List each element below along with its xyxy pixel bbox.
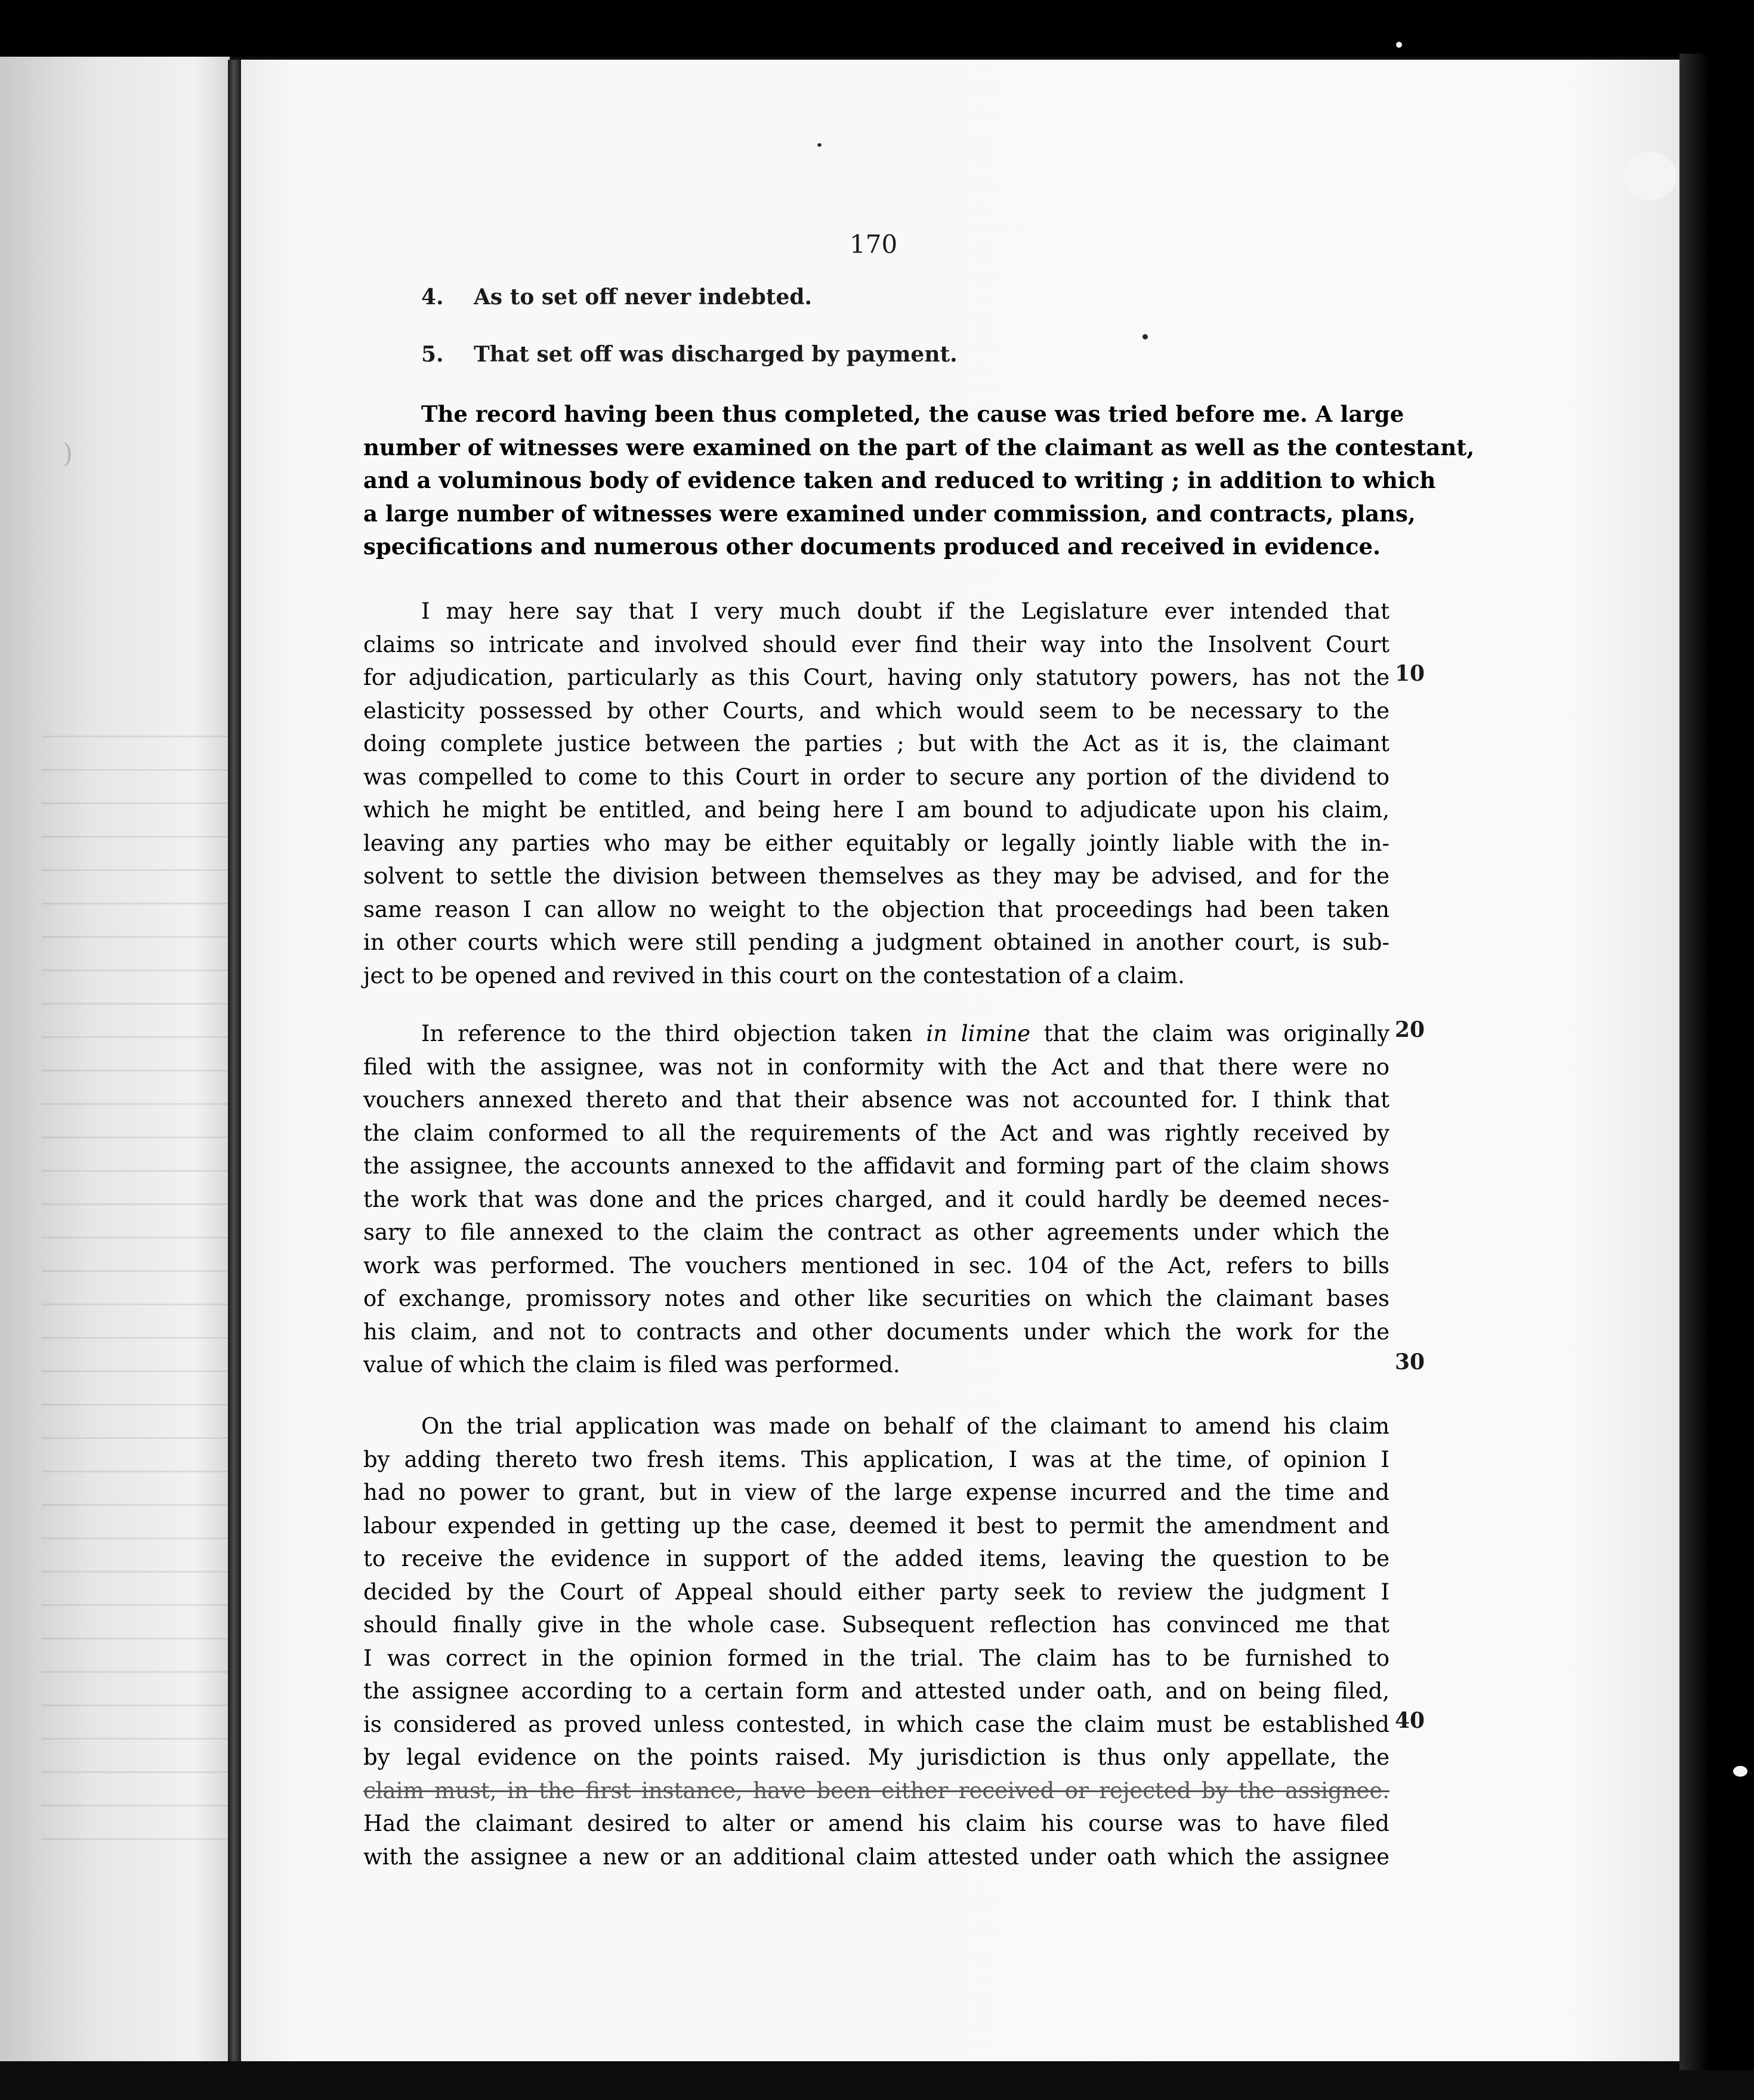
text-line: the assignee according to a certain form and attested under oath, and on being filed, (363, 1678, 1389, 1704)
item-text: That set off was discharged by payment. (474, 342, 958, 367)
text-line: to receive the evidence in support of the added items, leaving the question to be (363, 1546, 1389, 1571)
book-binding (228, 60, 241, 2061)
margin-line-number: 40 (1395, 1708, 1425, 1733)
text-line: should finally give in the whole case. Subsequent reflection has convinced me that (363, 1612, 1389, 1638)
latin-phrase: in limine (926, 1021, 1031, 1046)
text-line: with the assignee a new or an additional claim attested under oath which the assignee (363, 1843, 1389, 1870)
text-line: sary to file annexed to the claim the contract as other agreements under which the (363, 1219, 1389, 1245)
paragraph-third-objection (363, 1017, 1389, 1382)
paragraph-trial-application (363, 1410, 1389, 1873)
dust-speck (1142, 334, 1148, 339)
text-line: filed with the assignee, was not in conformity with the Act and that there were no (363, 1054, 1389, 1080)
margin-line-number: 20 (1395, 1017, 1425, 1042)
text-line: the claim conformed to all the requirements of the Act and was rightly received by (363, 1120, 1389, 1146)
text-line: had no power to grant, but in view of the large expense incurred and the time and (363, 1480, 1389, 1505)
list-item (421, 285, 812, 310)
text-line: vouchers annexed thereto and that their absence was not accounted for. I think that (363, 1087, 1389, 1113)
ghost-bracket-mark: ) (63, 438, 73, 469)
text-line: and a voluminous body of evidence taken and reduced to writing ; in addition to which (363, 467, 1436, 493)
text-line: ject to be opened and revived in this court on the contestation of a claim. (363, 962, 1185, 989)
film-border-top (0, 0, 1754, 57)
margin-line-number: 30 (1395, 1349, 1425, 1375)
text-line: his claim, and not to contracts and other documents under which the work for the (363, 1318, 1389, 1345)
page-number: 170 (850, 230, 898, 259)
text-line: by legal evidence on the points raised. My jurisdiction is thus only appellate, the (363, 1744, 1389, 1770)
item-text: As to set off never indebted. (474, 285, 813, 310)
bleed-through-text (42, 713, 233, 1846)
paragraph-record-completed (363, 398, 1475, 564)
text-line: for adjudication, particularly as this Court, having only statutory powers, has not the (363, 665, 1389, 690)
text-line: of exchange, promissory notes and other like securities on which the claimant bases (363, 1286, 1389, 1311)
text-line: doing complete justice between the parties ; but with the Act as it is, the claimant (363, 731, 1389, 756)
text-line: work was performed. The vouchers mentioned in sec. 104 of the Act, refers to bills (363, 1252, 1389, 1278)
text-line: a large number of witnesses were examined under commission, and contracts, plans, (363, 500, 1416, 527)
text-line: Had the claimant desired to alter or amend his claim his course was to have filed (363, 1811, 1389, 1836)
text-line: The record having been thus completed, the cause was tried before me. A large (421, 401, 1404, 427)
text-line: the work that was done and the prices charged, and it could hardly be deemed neces- (363, 1186, 1389, 1212)
text-line: specifications and numerous other documents produced and received in evidence. (363, 533, 1381, 560)
text-line: In reference to the third objection taken in limine that the claim was originally (421, 1021, 1389, 1046)
item-number: 5. (421, 342, 444, 367)
text-line: value of which the claim is filed was performed. (363, 1352, 900, 1378)
dust-speck (1733, 1766, 1747, 1777)
dust-speck (1396, 42, 1402, 48)
margin-line-number: 10 (1395, 661, 1425, 686)
text-line: solvent to settle the division between themselves as they may be advised, and for the (363, 863, 1389, 889)
text-line: On the trial application was made on behalf of the claimant to amend his claim (421, 1413, 1389, 1439)
text-line: decided by the Court of Appeal should either party seek to review the judgment I (363, 1579, 1389, 1605)
list-item (421, 342, 958, 367)
struck-text-line: claim must, in the first instance, have been either received or rejected by the assignee. (363, 1777, 1389, 1803)
dust-speck (817, 143, 822, 147)
text-line: which he might be entitled, and being here I am bound to adjudicate upon his claim, (363, 797, 1389, 823)
text-line: I may here say that I very much doubt if the Legislature ever intended that (421, 598, 1389, 624)
text-line: the assignee, the accounts annexed to the affidavit and forming part of the claim shows (363, 1153, 1389, 1179)
text-line: by adding thereto two fresh items. This application, I was at the time, of opinion I (363, 1446, 1389, 1472)
item-number: 4. (421, 285, 444, 310)
paragraph-legislature-doubt (363, 595, 1389, 992)
dust-speck (1623, 152, 1676, 200)
text-line: is considered as proved unless contested, in which case the claim must be established (363, 1711, 1389, 1737)
text-line: was compelled to come to this Court in order to secure any portion of the dividend to (363, 764, 1389, 790)
text-line: in other courts which were still pending a judgment obtained in another court, is sub- (363, 929, 1389, 955)
text-line: elasticity possessed by other Courts, and which would seem to be necessary to the (363, 697, 1389, 724)
text-line: leaving any parties who may be either equitably or legally jointly liable with the in- (363, 830, 1389, 856)
text-line: I was correct in the opinion formed in the trial. The claim has to be furnished to (363, 1645, 1389, 1671)
left-facing-page (0, 57, 230, 2061)
text-line: labour expended in getting up the case, deemed it best to permit the amendment and (363, 1512, 1389, 1539)
text-line: claims so intricate and involved should ever find their way into the Insolvent Court (363, 631, 1389, 657)
text-line: same reason I can allow no weight to the objection that proceedings had been taken (363, 896, 1389, 922)
text-line: number of witnesses were examined on the part of the claimant as well as the contestant, (363, 434, 1475, 461)
